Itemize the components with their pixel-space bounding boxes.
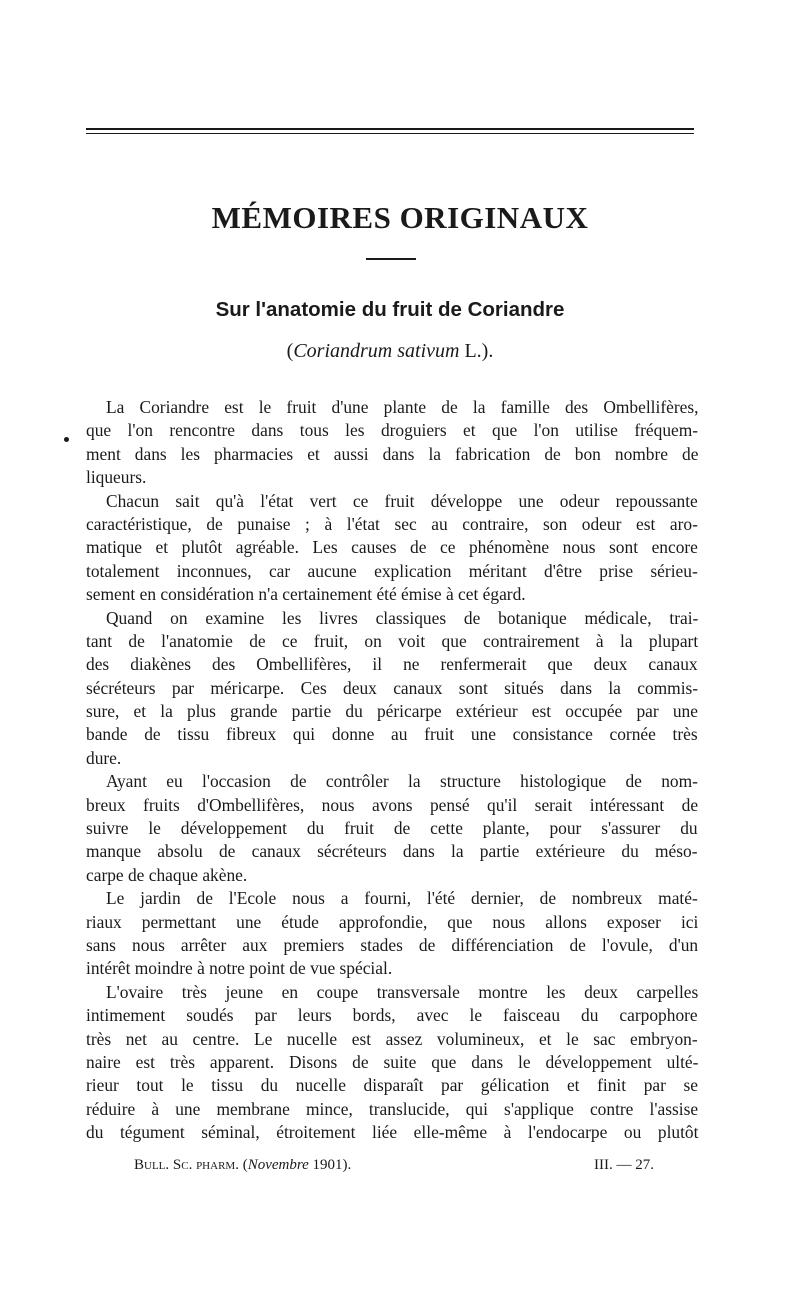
body-line: breux fruits d'Ombellifères, nous avons pensé qu'il serait intéressant de [86, 794, 699, 815]
page-footer [134, 1154, 654, 1176]
body-line: du tégument séminal, étroitement liée elle-même à l'endocarpe ou plutôt [86, 1122, 699, 1143]
article-subtitle: (Coriandrum sativum L.). [286, 340, 494, 362]
body-line: L'ovaire très jeune en coupe transversale montre les deux carpelles [106, 981, 699, 1002]
body-line: Le jardin de l'Ecole nous a fourni, l'été dernier, de nombreux maté- [106, 888, 698, 909]
body-line: tant de l'anatomie de ce fruit, on voit que contrairement à la plupart [86, 630, 699, 651]
title-divider [366, 258, 416, 260]
species-name: Coriandrum sativum [293, 340, 460, 362]
body-line: naire est très apparent. Disons de suite que dans le développement ulté- [86, 1051, 699, 1072]
footer-citation [134, 1154, 351, 1176]
page-reference: III. — 27. [594, 1157, 654, 1173]
body-line: réduire à une membrane mince, translucide, qui s'applique contre l'assise [86, 1098, 699, 1119]
body-line: sécréteurs par méricarpe. Ces deux canaux sont situés dans la commis- [86, 677, 699, 698]
body-line: riaux permettant une étude approfondie, que nous allons exposer ici [86, 911, 699, 932]
body-line: bande de tissu fibreux qui donne au fruit une consistance cornée très [86, 724, 698, 745]
body-line: suivre le développement du fruit de cette plante, pour s'assurer du [86, 818, 698, 839]
footer-month: Novembre [247, 1157, 309, 1173]
article-body [86, 396, 698, 1145]
body-line: des diakènes des Ombellifères, il ne renfermerait que deux canaux [86, 654, 698, 675]
body-line: dure. [86, 747, 122, 768]
footer-year: 1901). [312, 1157, 352, 1173]
body-line: intimement soudés par leurs bords, avec le faisceau du carpophore [86, 1005, 698, 1026]
body-line: sement en considération n'a certainement été émise à cet égard. [86, 584, 526, 605]
body-line: totalement inconnues, car aucune explication méritant d'être prise sérieu- [86, 560, 698, 581]
body-line: sans nous arrêter aux premiers stades de différenciation de l'ovule, d'un [86, 934, 699, 955]
footer-paren: ( [242, 1157, 248, 1173]
body-line: Ayant eu l'occasion de contrôler la structure histologique de nom- [106, 771, 698, 792]
margin-mark [64, 437, 69, 442]
section-title: MÉMOIRES ORIGINAUX [211, 200, 589, 235]
body-line: Quand on examine les livres classiques de botanique médicale, trai- [106, 607, 699, 628]
article-title: Sur l'anatomie du fruit de Coriandre [215, 298, 565, 321]
body-line: carpe de chaque akène. [86, 864, 248, 885]
body-line: liqueurs. [86, 467, 147, 488]
body-line: caractéristique, de punaise ; à l'état sec au contraire, son odeur est aro- [86, 513, 698, 534]
body-line: ment dans les pharmacies et aussi dans la fabrication de bon nombre de [86, 443, 699, 464]
body-line: très net au centre. Le nucelle est assez volumineux, et le sac embryon- [86, 1028, 698, 1049]
body-line: rieur tout le tissu du nucelle disparaît par gélication et finit par se [86, 1075, 698, 1096]
body-line: manque absolu de canaux sécréteurs dans la partie extérieure du méso- [86, 841, 698, 862]
body-line: sure, et la plus grande partie du péricarpe extérieur est occupée par une [86, 701, 698, 722]
body-line: que l'on rencontre dans tous les droguiers et que l'on utilise fréquem- [86, 420, 699, 441]
header-double-rule [86, 128, 694, 134]
body-line: Chacun sait qu'à l'état vert ce fruit développe une odeur repoussante [106, 490, 698, 511]
body-line: La Coriandre est le fruit d'une plante de la famille des Ombellifères, [106, 397, 699, 417]
author-abbrev: L. [464, 340, 482, 362]
body-line: intérêt moindre à notre point de vue spécial. [86, 958, 393, 979]
body-line: matique et plutôt agréable. Les causes de ce phénomène nous sont encore [86, 537, 698, 558]
journal-name: Bull. Sc. pharm. [134, 1157, 239, 1173]
